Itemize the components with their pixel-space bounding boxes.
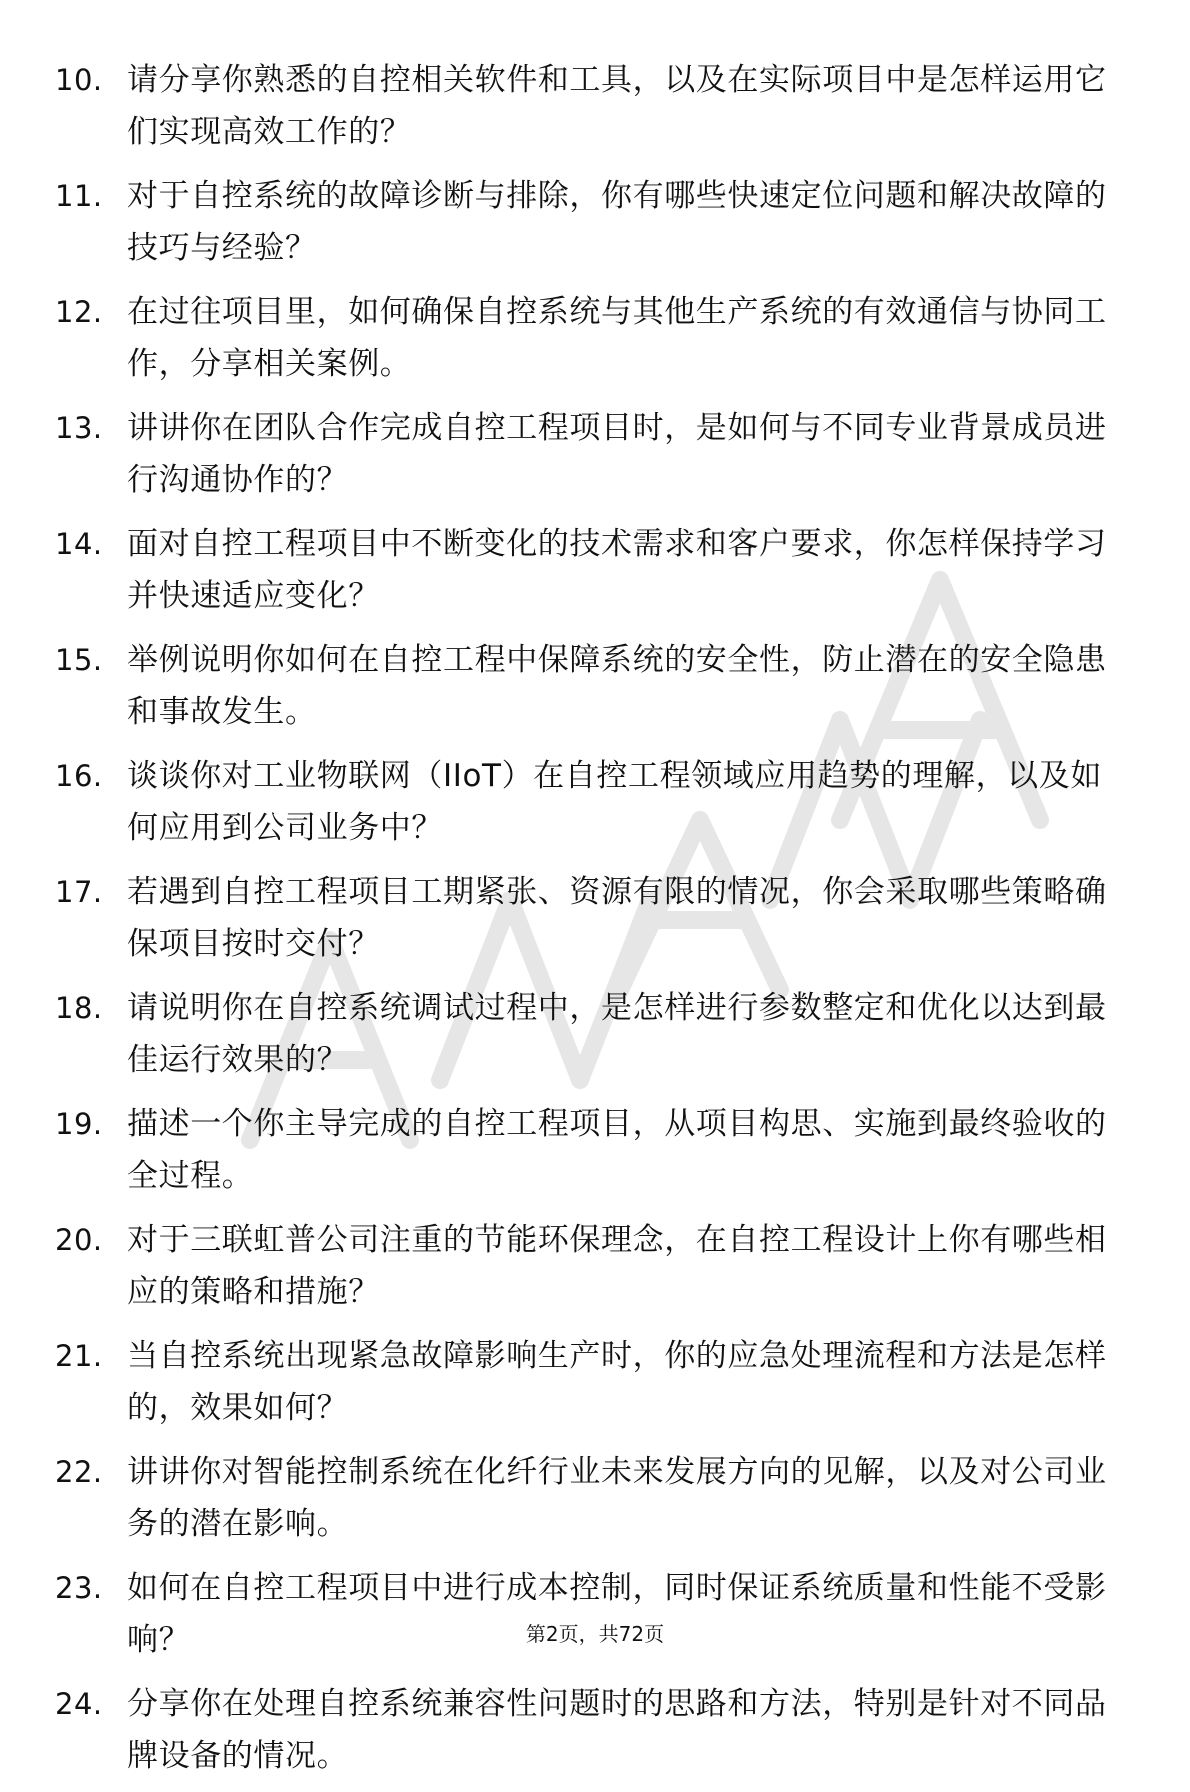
question-text: 在过往项目里，如何确保自控系统与其他生产系统的有效通信与协同工作，分享相关案例。: [127, 294, 1107, 382]
question-item: [0, 1444, 1190, 1560]
question-number: 13.: [55, 411, 103, 445]
question-item: [0, 284, 1190, 400]
question-item: [0, 1212, 1190, 1328]
question-item: [0, 980, 1190, 1096]
question-list: [0, 52, 1190, 1792]
question-number: 17.: [55, 875, 103, 909]
question-number: 24.: [55, 1687, 103, 1721]
question-number: 10.: [55, 63, 103, 97]
question-text: 对于自控系统的故障诊断与排除，你有哪些快速定位问题和解决故障的技巧与经验？: [127, 178, 1107, 266]
question-item: [0, 632, 1190, 748]
question-text: 对于三联虹普公司注重的节能环保理念，在自控工程设计上你有哪些相应的策略和措施？: [127, 1222, 1107, 1310]
question-text: 请说明你在自控系统调试过程中，是怎样进行参数整定和优化以达到最佳运行效果的？: [127, 990, 1107, 1078]
question-text: 讲讲你对智能控制系统在化纤行业未来发展方向的见解，以及对公司业务的潜在影响。: [127, 1454, 1107, 1542]
question-item: [0, 1328, 1190, 1444]
question-number: 21.: [55, 1339, 103, 1373]
question-item: [0, 1096, 1190, 1212]
page-footer: 第2页，共72页: [525, 1622, 665, 1646]
question-number: 15.: [55, 643, 103, 677]
question-item: [0, 1676, 1190, 1792]
question-number: 18.: [55, 991, 103, 1025]
question-number: 11.: [55, 179, 103, 213]
question-number: 12.: [55, 295, 103, 329]
question-item: [0, 748, 1190, 864]
question-text: 请分享你熟悉的自控相关软件和工具，以及在实际项目中是怎样运用它们实现高效工作的？: [127, 62, 1107, 150]
question-number: 14.: [55, 527, 103, 561]
question-text: 若遇到自控工程项目工期紧张、资源有限的情况，你会采取哪些策略确保项目按时交付？: [127, 874, 1107, 962]
question-text: 讲讲你在团队合作完成自控工程项目时，是如何与不同专业背景成员进行沟通协作的？: [127, 410, 1107, 498]
question-item: [0, 516, 1190, 632]
question-number: 19.: [55, 1107, 103, 1141]
question-number: 22.: [55, 1455, 103, 1489]
question-item: [0, 52, 1190, 168]
question-item: [0, 864, 1190, 980]
question-text: 当自控系统出现紧急故障影响生产时，你的应急处理流程和方法是怎样的，效果如何？: [127, 1338, 1107, 1426]
question-text: 面对自控工程项目中不断变化的技术需求和客户要求，你怎样保持学习并快速适应变化？: [127, 526, 1107, 614]
question-text: 谈谈你对工业物联网（IIoT）在自控工程领域应用趋势的理解，以及如何应用到公司业务中？: [127, 758, 1102, 846]
question-text: 描述一个你主导完成的自控工程项目，从项目构思、实施到最终验收的全过程。: [127, 1106, 1107, 1194]
question-text: 分享你在处理自控系统兼容性问题时的思路和方法，特别是针对不同品牌设备的情况。: [127, 1686, 1107, 1774]
question-number: 16.: [55, 759, 103, 793]
question-text: 举例说明你如何在自控工程中保障系统的安全性，防止潜在的安全隐患和事故发生。: [127, 642, 1107, 730]
question-item: [0, 400, 1190, 516]
question-number: 23.: [55, 1571, 103, 1605]
question-number: 20.: [55, 1223, 103, 1257]
question-text: 如何在自控工程项目中进行成本控制，同时保证系统质量和性能不受影响？: [127, 1570, 1107, 1658]
question-item: [0, 1560, 1190, 1676]
question-item: [0, 168, 1190, 284]
